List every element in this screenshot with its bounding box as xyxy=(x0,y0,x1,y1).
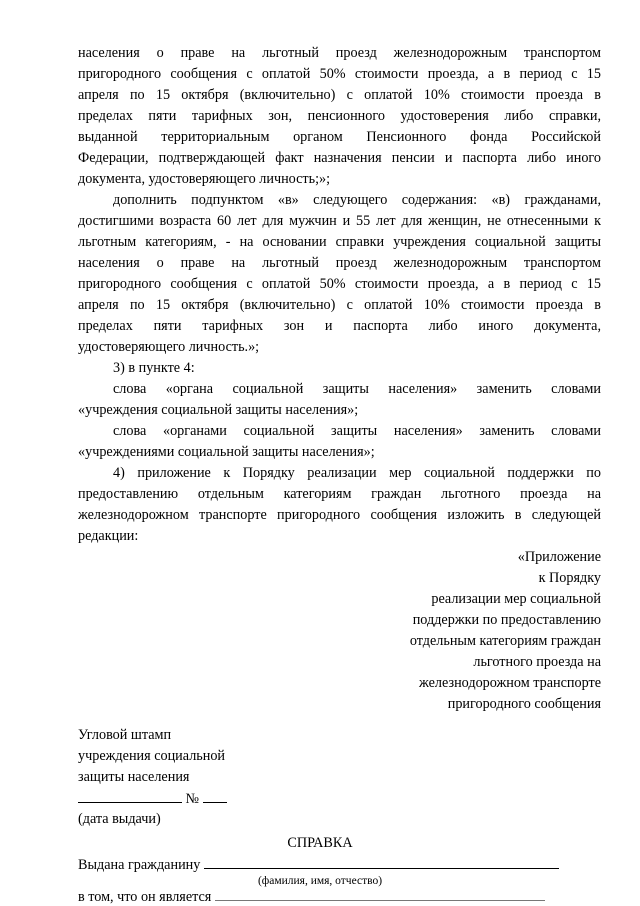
para2-line: дополнить подпунктом «в» следующего содержания: «в) гражданами, xyxy=(113,192,601,208)
issue-date-caption: (дата выдачи) xyxy=(78,811,161,827)
para1-line: апреля по 15 октября (включительно) с оплатой 10% стоимости проезда в xyxy=(78,87,601,103)
appendix-line: железнодорожном транспорте xyxy=(419,675,601,691)
para4-line: «учреждения социальной защиты населения»; xyxy=(78,402,359,418)
fio-hint: (фамилия, имя, отчество) xyxy=(257,875,383,887)
appendix-line: реализации мер социальной xyxy=(431,591,601,607)
status-line xyxy=(78,888,601,905)
para1-line: документа, удостоверяющего личность;»; xyxy=(78,171,331,187)
status-prefix: в том, что он является xyxy=(78,889,212,905)
para1-line: пригородного сообщения с оплатой 50% стоимости проезда, а в период с 15 xyxy=(78,66,601,82)
issue-date-blank xyxy=(78,790,182,803)
para1-line: Федерации, подтверждающей факт назначения пенсии и паспорта либо иного xyxy=(78,150,601,166)
para1-line: населения о праве на льготный проезд железнодорожным транспортом xyxy=(78,45,601,61)
certificate-title: СПРАВКА xyxy=(287,835,353,851)
stamp-line: Угловой штамп xyxy=(78,727,172,743)
para2-line: льготным категориям, - на основании справки учреждения социальной защиты xyxy=(78,234,601,250)
para3-line: 3) в пункте 4: xyxy=(113,360,195,376)
stamp-line: защиты населения xyxy=(78,769,190,785)
appendix-line: пригородного сообщения xyxy=(447,696,601,712)
para2-line: удостоверяющего личность.»; xyxy=(78,339,260,355)
issued-to-line xyxy=(78,856,601,873)
category-blank xyxy=(215,888,545,901)
appendix-line: к Порядку xyxy=(538,570,601,586)
stamp-line: учреждения социальной xyxy=(78,748,226,764)
para2-line: апреля по 15 октября (включительно) с оплатой 10% стоимости проезда в xyxy=(78,297,601,313)
issued-to-label: Выдана гражданину xyxy=(78,857,201,873)
para4-line: слова «органа социальной защиты населения» заменить словами xyxy=(113,381,601,397)
para6-line: железнодорожном транспорте пригородного сообщения изложить в следующей xyxy=(78,507,601,523)
para6-line: 4) приложение к Порядку реализации мер социальной поддержки по xyxy=(113,465,601,481)
issue-number-line xyxy=(78,790,601,807)
para6-line: редакции: xyxy=(78,528,139,544)
issue-number-blank xyxy=(203,790,227,803)
number-sign: № xyxy=(185,791,200,807)
para2-line: населения о праве на льготный проезд железнодорожным транспортом xyxy=(78,255,601,271)
appendix-line: отдельным категориям граждан xyxy=(409,633,601,649)
fio-blank xyxy=(204,856,559,869)
para2-line: достигшими возраста 60 лет для мужчин и 55 лет для женщин, не отнесенными к xyxy=(78,213,601,229)
para5-line: слова «органами социальной защиты населения» заменить словами xyxy=(113,423,601,439)
appendix-line: поддержки по предоставлению xyxy=(412,612,601,628)
appendix-line: «Приложение xyxy=(517,549,601,565)
para6-line: предоставлению отдельным категориям граждан льготного проезда на xyxy=(78,486,601,502)
para1-line: пределах пяти тарифных зон, пенсионного удостоверения либо справки, xyxy=(78,108,601,124)
appendix-line: льготного проезда на xyxy=(473,654,601,670)
para1-line: выданной территориальным органом Пенсионного фонда Российской xyxy=(78,129,601,145)
para5-line: «учреждениями социальной защиты населения»; xyxy=(78,444,375,460)
para2-line: пригородного сообщения с оплатой 50% стоимости проезда, а в период с 15 xyxy=(78,276,601,292)
para2-line: пределах пяти тарифных зон и паспорта либо иного документа, xyxy=(78,318,601,334)
